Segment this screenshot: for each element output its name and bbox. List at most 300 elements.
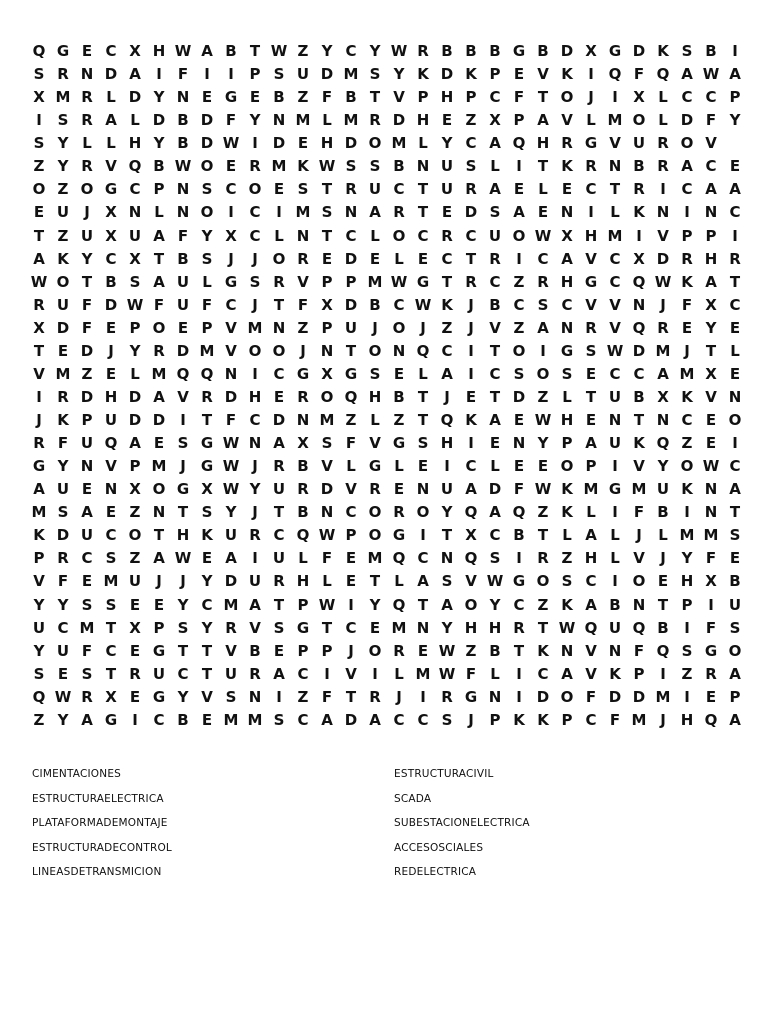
grid-letter: L: [130, 364, 140, 383]
grid-letter: U: [128, 572, 142, 591]
grid-letter: N: [248, 434, 262, 453]
grid-letter: I: [348, 595, 354, 614]
grid-letter: C: [177, 664, 189, 683]
grid-letter: Y: [657, 457, 669, 476]
grid-letter: A: [201, 42, 213, 60]
word-item: ESTRUCTURACIVIL: [394, 768, 494, 780]
grid-letter: T: [273, 595, 285, 614]
grid-letter: P: [729, 88, 741, 107]
grid-letter: V: [225, 641, 237, 660]
grid-letter: E: [105, 318, 117, 337]
grid-letter: D: [632, 341, 646, 360]
grid-letter: T: [417, 203, 429, 222]
grid-letter: N: [176, 180, 190, 199]
grid-letter: W: [414, 295, 432, 314]
grid-letter: S: [465, 157, 477, 176]
grid-letter: D: [56, 318, 70, 337]
grid-letter: B: [489, 295, 501, 314]
grid-letter: T: [513, 641, 525, 660]
grid-letter: H: [440, 434, 454, 453]
grid-letter: I: [636, 226, 642, 245]
grid-letter: K: [57, 411, 69, 429]
grid-letter: D: [320, 480, 334, 499]
grid-letter: N: [272, 111, 286, 130]
grid-letter: F: [633, 503, 645, 522]
grid-letter: X: [129, 480, 141, 499]
grid-letter: H: [176, 526, 190, 545]
grid-letter: Y: [705, 318, 717, 337]
grid-letter: P: [129, 318, 141, 337]
grid-letter: D: [152, 411, 166, 429]
grid-letter: U: [56, 203, 70, 222]
grid-letter: G: [296, 364, 310, 383]
grid-letter: B: [489, 641, 501, 660]
grid-letter: T: [345, 341, 357, 360]
grid-letter: M: [367, 549, 383, 568]
grid-letter: V: [393, 88, 405, 107]
grid-letter: X: [297, 434, 309, 453]
grid-letter: C: [393, 180, 405, 199]
grid-letter: E: [417, 249, 429, 268]
word-item: ESTRUCTURAELECTRICA: [32, 792, 164, 805]
grid-letter: V: [585, 249, 597, 268]
grid-letter: J: [180, 457, 186, 476]
grid-letter: A: [153, 272, 165, 291]
grid-letter: Y: [681, 549, 693, 568]
grid-letter: A: [417, 572, 429, 591]
grid-letter: A: [33, 480, 45, 499]
grid-letter: E: [729, 549, 741, 568]
grid-letter: A: [657, 364, 669, 383]
grid-letter: O: [200, 203, 214, 222]
grid-letter: S: [273, 710, 285, 729]
grid-letter: U: [344, 318, 358, 337]
grid-letter: Y: [57, 710, 69, 729]
grid-letter: D: [536, 687, 550, 706]
grid-letter: L: [658, 111, 668, 130]
grid-letter: A: [129, 434, 141, 453]
grid-letter: N: [704, 480, 718, 499]
grid-letter: J: [180, 572, 186, 591]
grid-letter: I: [204, 65, 210, 84]
grid-letter: U: [440, 157, 454, 176]
grid-letter: A: [489, 411, 501, 429]
grid-letter: H: [704, 249, 718, 268]
grid-letter: R: [273, 457, 285, 476]
grid-letter: W: [534, 411, 552, 429]
grid-letter: T: [465, 249, 477, 268]
grid-letter: T: [609, 180, 621, 199]
grid-letter: A: [225, 549, 237, 568]
grid-letter: E: [465, 387, 477, 406]
grid-letter: M: [79, 618, 95, 637]
grid-letter: D: [224, 572, 238, 591]
grid-letter: C: [465, 226, 477, 245]
grid-letter: Y: [369, 42, 381, 60]
grid-letter: Z: [297, 687, 309, 706]
grid-letter: W: [438, 641, 456, 660]
grid-letter: U: [176, 295, 190, 314]
grid-letter: E: [513, 65, 525, 84]
grid-letter: C: [441, 341, 453, 360]
grid-letter: E: [681, 318, 693, 337]
grid-letter: T: [369, 572, 381, 591]
grid-letter: C: [297, 664, 309, 683]
grid-letter: R: [513, 618, 525, 637]
grid-letter: G: [176, 480, 190, 499]
grid-letter: G: [560, 341, 574, 360]
grid-letter: O: [128, 526, 142, 545]
grid-letter: G: [56, 42, 70, 60]
grid-letter: X: [705, 572, 717, 591]
grid-letter: D: [128, 411, 142, 429]
grid-letter: B: [153, 157, 165, 176]
grid-letter: F: [585, 687, 597, 706]
grid-letter: O: [536, 572, 550, 591]
grid-letter: C: [705, 157, 717, 176]
grid-letter: Z: [441, 318, 453, 337]
grid-letter: T: [273, 503, 285, 522]
grid-letter: K: [465, 65, 477, 84]
grid-letter: U: [296, 65, 310, 84]
grid-letter: I: [516, 549, 522, 568]
grid-letter: P: [417, 88, 429, 107]
grid-letter: E: [369, 618, 381, 637]
grid-letter: P: [489, 710, 501, 729]
grid-letter: I: [276, 203, 282, 222]
grid-letter: X: [489, 111, 501, 130]
grid-letter: E: [513, 457, 525, 476]
grid-letter: U: [176, 272, 190, 291]
grid-letter: T: [585, 387, 597, 406]
grid-letter: E: [57, 664, 69, 683]
grid-letter: L: [586, 503, 596, 522]
grid-letter: O: [560, 457, 574, 476]
grid-letter: C: [513, 295, 525, 314]
grid-letter: E: [705, 687, 717, 706]
grid-letter: L: [298, 549, 308, 568]
grid-letter: S: [369, 157, 381, 176]
grid-letter: M: [655, 687, 671, 706]
grid-letter: S: [513, 364, 525, 383]
grid-letter: X: [33, 318, 45, 337]
grid-letter: Y: [177, 687, 189, 706]
grid-letter: D: [128, 387, 142, 406]
grid-letter: M: [607, 226, 623, 245]
grid-letter: B: [297, 503, 309, 522]
grid-letter: L: [370, 411, 380, 429]
grid-letter: H: [296, 572, 310, 591]
grid-letter: G: [104, 180, 118, 199]
grid-letter: S: [681, 641, 693, 660]
grid-letter: C: [489, 88, 501, 107]
grid-letter: I: [324, 664, 330, 683]
grid-letter: O: [680, 457, 694, 476]
grid-letter: G: [200, 457, 214, 476]
grid-letter: Q: [128, 157, 142, 176]
grid-letter: M: [295, 111, 311, 130]
grid-letter: V: [345, 664, 357, 683]
grid-letter: V: [657, 226, 669, 245]
grid-letter: S: [225, 687, 237, 706]
grid-letter: U: [152, 664, 166, 683]
grid-letter: Z: [537, 387, 549, 406]
grid-letter: S: [441, 572, 453, 591]
grid-letter: W: [390, 42, 408, 60]
grid-letter: W: [318, 595, 336, 614]
grid-letter: R: [705, 664, 717, 683]
grid-letter: B: [609, 595, 621, 614]
grid-letter: P: [729, 687, 741, 706]
grid-row: [27, 363, 747, 386]
grid-letter: C: [345, 42, 357, 60]
grid-letter: L: [490, 664, 500, 683]
grid-letter: D: [80, 387, 94, 406]
grid-letter: E: [105, 503, 117, 522]
grid-letter: M: [319, 411, 335, 429]
grid-letter: W: [270, 42, 288, 60]
grid-letter: R: [561, 134, 573, 153]
grid-letter: R: [249, 664, 261, 683]
grid-letter: U: [440, 480, 454, 499]
grid-letter: C: [393, 295, 405, 314]
grid-letter: V: [537, 65, 549, 84]
grid-letter: A: [729, 180, 741, 199]
grid-letter: J: [468, 295, 474, 314]
grid-letter: E: [513, 180, 525, 199]
grid-letter: A: [729, 664, 741, 683]
grid-letter: L: [418, 364, 428, 383]
grid-letter: Q: [32, 42, 46, 60]
grid-row: [27, 617, 747, 640]
grid-row: [27, 594, 747, 617]
grid-letter: B: [105, 272, 117, 291]
grid-letter: R: [657, 134, 669, 153]
grid-letter: U: [608, 618, 622, 637]
grid-letter: L: [538, 180, 548, 199]
grid-letter: N: [272, 318, 286, 337]
grid-letter: O: [416, 503, 430, 522]
grid-letter: C: [537, 664, 549, 683]
grid-letter: C: [561, 295, 573, 314]
grid-letter: A: [705, 272, 717, 291]
grid-letter: I: [252, 134, 258, 153]
grid-letter: C: [201, 595, 213, 614]
grid-letter: T: [441, 272, 453, 291]
grid-letter: E: [201, 88, 213, 107]
grid-letter: N: [176, 203, 190, 222]
grid-letter: Q: [632, 272, 646, 291]
grid-letter: I: [276, 687, 282, 706]
grid-letter: M: [31, 503, 47, 522]
word-item: SUBESTACIONELECTRICA: [394, 817, 530, 829]
grid-letter: T: [369, 88, 381, 107]
grid-letter: Z: [561, 549, 573, 568]
grid-letter: C: [153, 710, 165, 729]
grid-letter: F: [81, 641, 93, 660]
grid-letter: T: [489, 341, 501, 360]
grid-letter: C: [585, 572, 597, 591]
grid-letter: C: [489, 272, 501, 291]
grid-letter: T: [537, 88, 549, 107]
grid-row: [27, 686, 747, 709]
grid-letter: O: [728, 641, 742, 660]
grid-letter: D: [488, 480, 502, 499]
grid-letter: S: [561, 364, 573, 383]
grid-letter: R: [225, 618, 237, 637]
grid-letter: L: [490, 157, 500, 176]
grid-letter: U: [224, 664, 238, 683]
grid-letter: Q: [584, 618, 598, 637]
grid-letter: Y: [729, 111, 741, 130]
grid-letter: B: [393, 387, 405, 406]
grid-letter: P: [321, 318, 333, 337]
grid-letter: I: [516, 664, 522, 683]
grid-letter: A: [273, 664, 285, 683]
grid-letter: C: [249, 411, 261, 429]
grid-letter: W: [222, 134, 240, 153]
grid-letter: T: [177, 503, 189, 522]
grid-letter: L: [154, 203, 164, 222]
letter-grid: [27, 40, 747, 732]
grid-letter: K: [297, 157, 309, 176]
grid-letter: I: [36, 111, 42, 130]
grid-letter: L: [130, 111, 140, 130]
grid-letter: Y: [57, 595, 69, 614]
grid-letter: Q: [392, 595, 406, 614]
grid-letter: T: [105, 664, 117, 683]
grid-letter: C: [705, 88, 717, 107]
grid-letter: I: [708, 595, 714, 614]
grid-letter: G: [704, 641, 718, 660]
grid-letter: X: [105, 687, 117, 706]
grid-letter: Q: [464, 549, 478, 568]
grid-letter: C: [105, 42, 117, 60]
grid-letter: T: [729, 503, 741, 522]
grid-letter: T: [249, 42, 261, 60]
grid-letter: Y: [81, 249, 93, 268]
grid-letter: F: [345, 434, 357, 453]
grid-letter: S: [201, 503, 213, 522]
grid-letter: T: [537, 618, 549, 637]
grid-letter: U: [56, 295, 70, 314]
grid-letter: I: [468, 364, 474, 383]
grid-letter: A: [153, 549, 165, 568]
grid-letter: X: [105, 203, 117, 222]
grid-letter: K: [417, 65, 429, 84]
grid-letter: A: [561, 664, 573, 683]
grid-letter: H: [680, 572, 694, 591]
grid-letter: E: [585, 364, 597, 383]
grid-row: [27, 155, 747, 178]
grid-letter: N: [656, 203, 670, 222]
grid-letter: I: [516, 157, 522, 176]
grid-letter: E: [345, 572, 357, 591]
grid-letter: B: [633, 157, 645, 176]
grid-letter: E: [129, 641, 141, 660]
grid-letter: U: [656, 480, 670, 499]
grid-letter: D: [392, 111, 406, 130]
grid-row: [27, 547, 747, 570]
grid-letter: U: [440, 180, 454, 199]
grid-letter: C: [465, 134, 477, 153]
grid-letter: S: [681, 42, 693, 60]
grid-letter: O: [512, 341, 526, 360]
grid-letter: G: [200, 434, 214, 453]
grid-letter: J: [252, 457, 258, 476]
grid-letter: Z: [465, 111, 477, 130]
grid-letter: P: [297, 595, 309, 614]
grid-letter: B: [177, 134, 189, 153]
grid-letter: G: [224, 88, 238, 107]
grid-letter: Y: [129, 341, 141, 360]
grid-letter: K: [681, 480, 693, 499]
grid-letter: B: [489, 42, 501, 60]
grid-letter: H: [560, 272, 574, 291]
grid-row: [27, 225, 747, 248]
grid-letter: C: [345, 503, 357, 522]
grid-letter: V: [609, 318, 621, 337]
grid-letter: P: [681, 226, 693, 245]
grid-letter: J: [684, 341, 690, 360]
grid-letter: E: [33, 203, 45, 222]
grid-letter: C: [537, 249, 549, 268]
grid-letter: R: [441, 687, 453, 706]
grid-letter: W: [174, 42, 192, 60]
grid-letter: M: [343, 111, 359, 130]
grid-letter: M: [679, 526, 695, 545]
grid-letter: E: [81, 480, 93, 499]
grid-letter: M: [223, 710, 239, 729]
grid-letter: Y: [57, 134, 69, 153]
grid-letter: V: [609, 295, 621, 314]
grid-letter: O: [464, 595, 478, 614]
grid-letter: K: [657, 42, 669, 60]
grid-letter: V: [633, 457, 645, 476]
grid-letter: C: [729, 457, 741, 476]
grid-letter: F: [321, 549, 333, 568]
grid-letter: D: [344, 134, 358, 153]
grid-letter: F: [705, 549, 717, 568]
grid-letter: O: [248, 180, 262, 199]
grid-letter: Z: [297, 318, 309, 337]
grid-letter: W: [54, 687, 72, 706]
grid-letter: O: [248, 341, 262, 360]
grid-letter: C: [489, 526, 501, 545]
grid-letter: C: [681, 180, 693, 199]
grid-letter: A: [537, 318, 549, 337]
grid-letter: I: [684, 687, 690, 706]
grid-letter: O: [512, 226, 526, 245]
grid-letter: X: [321, 295, 333, 314]
grid-letter: P: [297, 641, 309, 660]
grid-row: [27, 524, 747, 547]
grid-row: [27, 409, 747, 432]
grid-letter: O: [560, 687, 574, 706]
grid-letter: I: [540, 341, 546, 360]
grid-letter: N: [296, 411, 310, 429]
grid-letter: C: [489, 364, 501, 383]
grid-letter: K: [561, 65, 573, 84]
grid-letter: H: [584, 549, 598, 568]
grid-letter: J: [636, 526, 642, 545]
grid-letter: E: [705, 411, 717, 429]
grid-letter: J: [252, 295, 258, 314]
grid-letter: M: [103, 572, 119, 591]
grid-letter: P: [201, 318, 213, 337]
grid-letter: I: [612, 457, 618, 476]
grid-letter: N: [560, 203, 574, 222]
